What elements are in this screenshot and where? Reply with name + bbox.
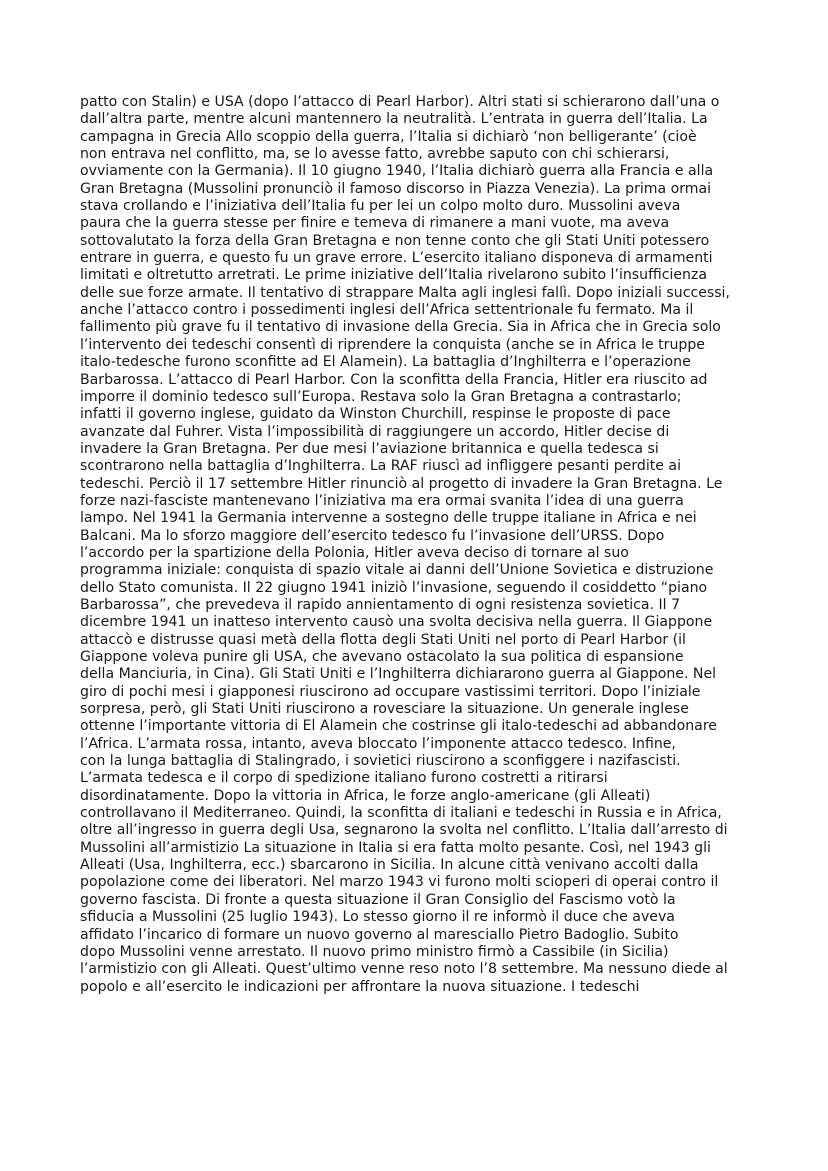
text-line: Giappone voleva punire gli USA, che avevano ostacolato la sua politica di espansione — [80, 649, 684, 665]
text-line: l’Africa. L’armata rossa, intanto, aveva bloccato l’imponente attacco tedesco. Infine, — [80, 735, 676, 752]
text-line: dello Stato comunista. Il 22 giugno 1941 iniziò l’invasione, seguendo il cosiddetto “piano — [80, 579, 708, 596]
text-line: L’armata tedesca e il corpo di spedizione italiano furono costretti a ritirarsi — [80, 770, 608, 787]
text-line: infatti il governo inglese, guidato da Winston Churchill, respinse le proposte di pace — [80, 406, 671, 423]
text-line: attaccò e distrusse quasi metà della flotta degli Stati Uniti nel porto di Pearl Harbor (il — [80, 631, 686, 648]
text-line: dicembre 1941 un inatteso intervento causò una svolta decisiva nella guerra. Il Giappone — [80, 614, 713, 631]
text-line: lampo. Nel 1941 la Germania intervenne a sostegno delle truppe italiane in Africa e nei — [80, 510, 697, 527]
text-line: popolo e all’esercito le indicazioni per affrontare la nuova situazione. I tedeschi — [80, 978, 640, 995]
text-line: ottenne l’importante vittoria di El Alamein che costrinse gli italo-tedeschi ad abbandonare — [80, 718, 717, 735]
text-line: sottovalutato la forza della Gran Bretagna e non tenne conto che gli Stati Uniti potessero — [80, 232, 710, 249]
text-line: tedeschi. Perciò il 17 settembre Hitler rinunciò al progetto di invadere la Gran Bretagna. Le — [80, 475, 723, 492]
text-line: l’intervento dei tedeschi consentì di riprendere la conquista (anche se in Africa le truppe — [80, 336, 705, 353]
text-line: scontrarono nella battaglia d’Inghilterra. La RAF riuscì ad infliggere pesanti perdite ai — [80, 458, 681, 475]
text-line: invadere la Gran Bretagna. Per due mesi l’aviazione britannica e quella tedesca si — [80, 440, 659, 457]
text-line: anche l’attacco contro i possedimenti inglesi dell’Africa settentrionale fu fermato. Ma il — [80, 302, 694, 319]
text-line: avanzate dal Fuhrer. Vista l’impossibilità di raggiungere un accordo, Hitler decise di — [80, 423, 670, 440]
text-line: dopo Mussolini venne arrestato. Il nuovo primo ministro firmò a Cassibile (in Sicilia) — [80, 943, 669, 960]
text-line: non entrava nel conflitto, ma, se lo avesse fatto, avrebbe saputo con chi schierarsi, — [80, 146, 670, 163]
text-line: controllavano il Mediterraneo. Quindi, la sconfitta di italiani e tedeschi in Russia e in Africa, — [80, 805, 722, 822]
text-line: italo-tedesche furono sconfitte ad El Alamein). La battaglia d’Inghilterra e l’operazione — [80, 354, 691, 371]
text-line: disordinatamente. Dopo la vittoria in Africa, le forze anglo-americane (gli Alleati) — [80, 787, 651, 804]
text-line: oltre all’ingresso in guerra degli Usa, segnarono la svolta nel conflitto. L’Italia dall’arresto di — [80, 822, 728, 839]
text-line: Alleati (Usa, Inghilterra, ecc.) sbarcarono in Sicilia. In alcune città venivano accolti dalla — [80, 857, 699, 874]
text-line: Mussolini all’armistizio La situazione in Italia si era fatta molto pesante. Così, nel 1943 gli — [80, 839, 711, 856]
text-line: l’accordo per la spartizione della Polonia, Hitler aveva deciso di tornare al suo — [80, 544, 629, 561]
text-line: sfiducia a Mussolini (25 luglio 1943). Lo stesso giorno il re informò il duce che aveva — [80, 909, 675, 926]
text-line: limitati e oltretutto arretrati. Le prime iniziative dell’Italia rivelarono subito l’insufficienza — [80, 267, 708, 284]
text-line: ovviamente con la Germania). Il 10 giugno 1940, l’Italia dichiarò guerra alla Francia e alla — [80, 163, 714, 180]
text-line: Gran Bretagna (Mussolini pronunciò il famoso discorso in Piazza Venezia). La prima ormai — [80, 180, 712, 197]
text-line: fallimento più grave fu il tentativo di invasione della Grecia. Sia in Africa che in Grecia solo — [80, 319, 721, 336]
text-line: dall’altra parte, mentre alcuni mantennero la neutralità. L’entrata in guerra dell’Italia. La — [80, 111, 708, 128]
text-line: imporre il dominio tedesco sull’Europa. Restava solo la Gran Bretagna a contrastarlo; — [80, 388, 682, 405]
text-line: sorpresa, però, gli Stati Uniti riuscirono a rovesciare la situazione. Un generale inglese — [80, 701, 689, 718]
text-line: paura che la guerra stesse per finire e temeva di rimanere a mani vuote, ma aveva — [80, 215, 670, 232]
text-line: Barbarossa”, che prevedeva il rapido annientamento di ogni resistenza sovietica. Il 7 — [80, 596, 681, 613]
text-line: con la lunga battaglia di Stalingrado, i sovietici riuscirono a sconfiggere i nazifascisti. — [80, 753, 681, 770]
text-line: Balcani. Ma lo sforzo maggiore dell’esercito tedesco fu l’invasione dell’URSS. Dopo — [80, 527, 665, 544]
text-line: della Manciuria, in Cina). Gli Stati Uniti e l’Inghilterra dichiararono guerra al Giappone. Nel — [80, 666, 717, 683]
text-line: l’armistizio con gli Alleati. Quest’ultimo venne reso noto l’8 settembre. Ma nessuno diede al — [80, 961, 728, 978]
text-line: campagna in Grecia Allo scoppio della guerra, l’Italia si dichiarò ‘non belligerante’ (cioè — [80, 128, 697, 145]
text-line: entrare in guerra, e questo fu un grave errore. L’esercito italiano disponeva di armamenti — [80, 250, 713, 267]
body-text — [80, 94, 780, 996]
text-line: Barbarossa. L’attacco di Pearl Harbor. Con la sconfitta della Francia, Hitler era riuscito ad — [80, 371, 708, 388]
text-line: programma iniziale: conquista di spazio vitale ai danni dell’Unione Sovietica e distruzione — [80, 562, 714, 579]
text-line: affidato l’incarico di formare un nuovo governo al maresciallo Pietro Badoglio. Subito — [80, 926, 679, 943]
text-line: patto con Stalin) e USA (dopo l’attacco di Pearl Harbor). Altri stati si schierarono dall’una o — [80, 94, 720, 110]
text-line: delle sue forze armate. Il tentativo di strappare Malta agli inglesi fallì. Dopo iniziali successi, — [80, 284, 730, 301]
text-line: forze nazi-fasciste mantenevano l’iniziativa ma era ormai svanita l’idea di una guerra — [80, 492, 684, 509]
text-line: governo fascista. Di fronte a questa situazione il Gran Consiglio del Fascismo votò la — [80, 891, 676, 908]
text-line: popolazione come dei liberatori. Nel marzo 1943 vi furono molti scioperi di operai contro il — [80, 874, 719, 891]
text-line: stava crollando e l’iniziativa dell’Italia fu per lei un colpo molto duro. Mussolini aveva — [80, 198, 681, 215]
text-line: giro di pochi mesi i giapponesi riuscirono ad occupare vastissimi territori. Dopo l’iniziale — [80, 683, 701, 700]
